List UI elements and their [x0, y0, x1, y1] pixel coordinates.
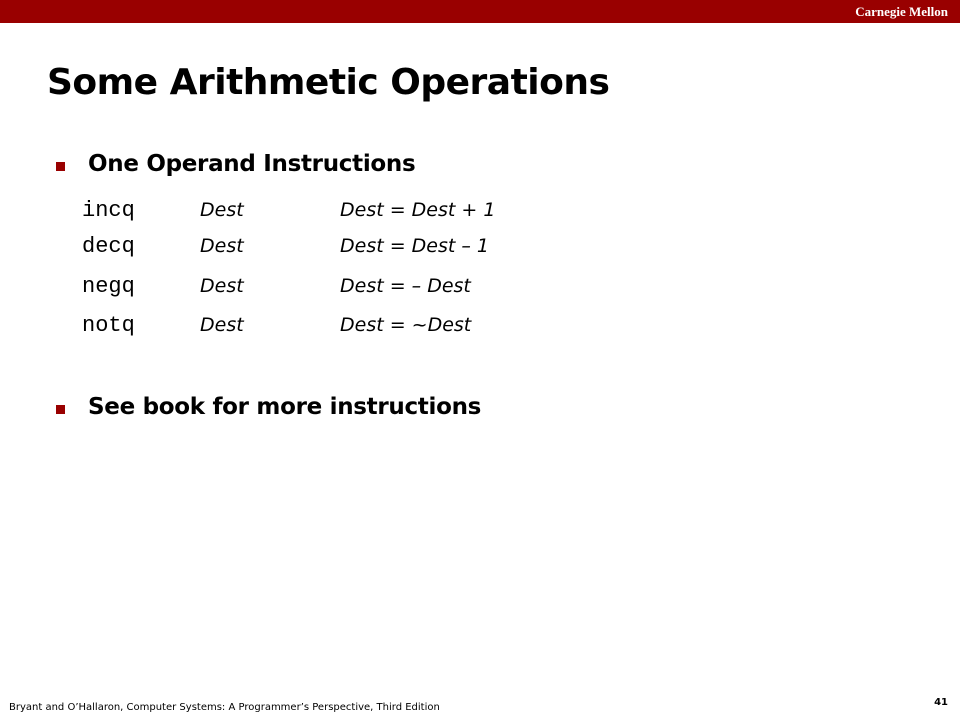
instruction-mnemonic: incq [82, 198, 135, 223]
slide-number: 41 [934, 697, 948, 708]
instruction-mnemonic: notq [82, 313, 135, 338]
instruction-row [0, 274, 960, 306]
instruction-effect: Dest = Dest – 1 [340, 235, 490, 257]
instruction-row [0, 234, 960, 266]
instruction-effect: Dest = ~Dest [340, 314, 472, 336]
header-bar [0, 0, 960, 23]
brand-logo-text: Carnegie Mellon [855, 4, 948, 19]
instruction-effect: Dest = Dest + 1 [340, 199, 496, 221]
instruction-effect: Dest = – Dest [340, 275, 471, 297]
instruction-row [0, 313, 960, 345]
section-heading-see-book: See book for more instructions [88, 394, 482, 420]
bullet-square-icon [56, 162, 65, 171]
instruction-operand: Dest [200, 275, 244, 297]
instruction-operand: Dest [200, 235, 244, 257]
instruction-mnemonic: negq [82, 274, 135, 299]
instruction-operand: Dest [200, 199, 244, 221]
footer-citation: Bryant and O’Hallaron, Computer Systems: A Programmer’s Perspective, Third Edition [9, 702, 440, 713]
slide-title: Some Arithmetic Operations [47, 62, 610, 103]
instruction-mnemonic: decq [82, 234, 135, 259]
bullet-square-icon [56, 405, 65, 414]
instruction-operand: Dest [200, 314, 244, 336]
instruction-row [0, 198, 960, 230]
section-heading-one-operand: One Operand Instructions [88, 151, 416, 177]
